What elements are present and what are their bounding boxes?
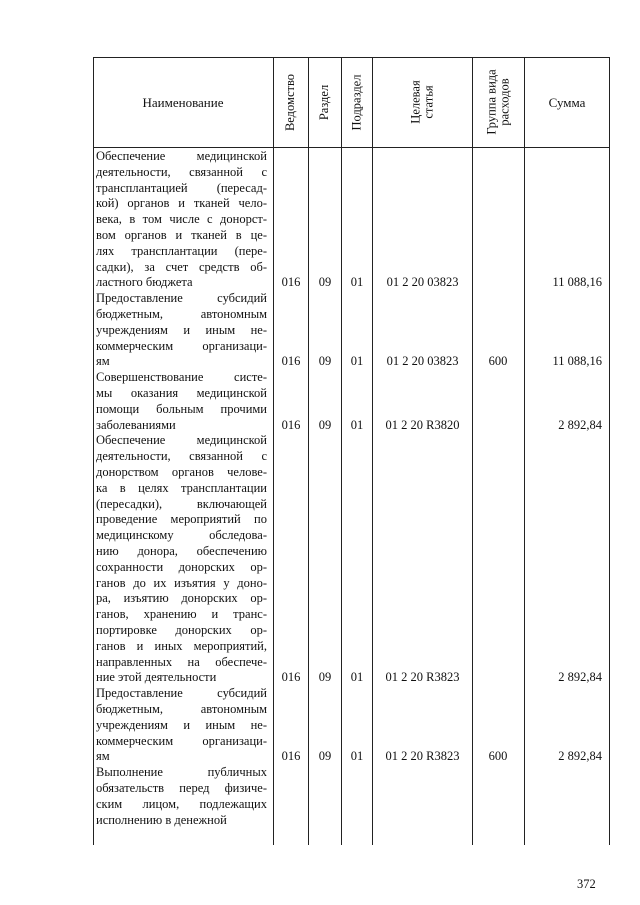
- col-border-ved: [308, 57, 309, 845]
- row-name-line: Предоставление субсидий: [96, 686, 267, 701]
- row-celevaya: 01 2 20 R3820: [385, 417, 460, 432]
- row-razdel: 09: [318, 417, 332, 432]
- row-name-line: донорством органов челове-: [96, 464, 267, 479]
- row-name-line: ганов до их изъятия у доно-: [96, 575, 267, 590]
- row-name-line: учреждениям и иным не-: [96, 717, 267, 732]
- row-name-line: портировке донорских ор-: [96, 622, 267, 637]
- row-summa: 11 088,16: [552, 354, 602, 369]
- row-name-line: ским лицом, подлежащих: [96, 796, 267, 811]
- col-border-grp: [524, 57, 525, 845]
- row-summa: 2 892,84: [558, 749, 602, 764]
- row-vedomstvo: 016: [281, 275, 301, 290]
- row-name-line: (пересадки), включающей: [96, 496, 267, 511]
- row-name-line: мы оказания медицинской: [96, 385, 267, 400]
- row-name-line: Обеспечение медицинской: [96, 149, 267, 163]
- row-vedomstvo: 016: [281, 749, 301, 764]
- row-razdel: 09: [318, 749, 332, 764]
- row-name: [96, 149, 267, 291]
- header-gruppa: [473, 57, 524, 147]
- row-celevaya: 01 2 20 03823: [386, 275, 459, 290]
- row-summa: 2 892,84: [558, 670, 602, 685]
- row-podrazdel: 01: [350, 417, 364, 432]
- row-name-line: деятельности, связанной с: [96, 449, 267, 464]
- row-name-line: коммерческим организаци-: [96, 733, 267, 748]
- row-razdel: 09: [318, 275, 332, 290]
- header-vedomstvo: Ведомство: [283, 73, 298, 131]
- row-name-line: деятельности, связанной с: [96, 164, 267, 179]
- header-summa: Сумма: [548, 94, 586, 110]
- row-name: [96, 433, 267, 686]
- row-gruppa: 600: [488, 749, 508, 764]
- page-number: 372: [577, 877, 596, 891]
- col-border-cel: [472, 57, 473, 845]
- row-name-line: заболеваниями: [96, 417, 176, 432]
- header-name: Наименование: [142, 94, 224, 110]
- row-name: [96, 370, 267, 433]
- header-gruppa-text: Группа вида расходов: [484, 69, 512, 135]
- row-podrazdel: 01: [350, 354, 364, 369]
- row-name-line: исполнению в денежной: [96, 812, 227, 827]
- row-name-line: ям: [96, 354, 110, 369]
- col-border-left: [93, 57, 94, 845]
- row-podrazdel: 01: [350, 670, 364, 685]
- col-border-right: [609, 57, 610, 845]
- row-name-line: проведение мероприятий по: [96, 512, 267, 527]
- row-name-line: учреждениям и иным не-: [96, 322, 267, 337]
- header-celevaya-text: Целевая статья: [408, 80, 436, 124]
- row-celevaya: 01 2 20 R3823: [385, 749, 460, 764]
- row-name-line: века, в том числе с донорст-: [96, 212, 267, 227]
- col-border-pod: [372, 57, 373, 845]
- row-name: [96, 765, 267, 828]
- row-name-line: нию донора, обеспечению: [96, 543, 267, 558]
- row-gruppa: 600: [488, 354, 508, 369]
- row-name: [96, 686, 267, 765]
- row-name-line: трансплантацией (пересад-: [96, 180, 267, 195]
- row-name-line: направленных на обеспече-: [96, 654, 267, 669]
- row-name-line: ганов, хранению и транс-: [96, 607, 267, 622]
- row-summa: 11 088,16: [552, 275, 602, 290]
- row-name-line: ние этой деятельности: [96, 670, 217, 685]
- header-podrazdel: Подраздел: [349, 74, 364, 130]
- row-name-line: Совершенствование систе-: [96, 370, 267, 385]
- row-name-line: кой) органов и тканей чело-: [96, 196, 267, 211]
- row-podrazdel: 01: [350, 749, 364, 764]
- row-name-line: ям: [96, 749, 110, 764]
- row-razdel: 09: [318, 354, 332, 369]
- row-name-line: ка в целях трансплантации: [96, 480, 267, 495]
- row-vedomstvo: 016: [281, 417, 301, 432]
- row-name-line: обязательств перед физиче-: [96, 780, 267, 795]
- row-celevaya: 01 2 20 03823: [386, 354, 459, 369]
- row-name-line: медицинскому обследова-: [96, 528, 267, 543]
- header-celevaya: [373, 57, 472, 147]
- row-name-line: бюджетным, автономным: [96, 306, 267, 321]
- row-name-line: вом органов и тканей в це-: [96, 227, 267, 242]
- row-podrazdel: 01: [350, 275, 364, 290]
- row-name-line: коммерческим организаци-: [96, 338, 267, 353]
- row-name-line: ластного бюджета: [96, 275, 193, 290]
- header-razdel: Раздел: [317, 84, 332, 120]
- row-name-line: садки), за счет средств об-: [96, 259, 267, 274]
- row-name-line: ганов и иных мероприятий,: [96, 638, 267, 653]
- row-name-line: Выполнение публичных: [96, 765, 267, 780]
- col-border-raz: [341, 57, 342, 845]
- row-razdel: 09: [318, 670, 332, 685]
- row-name-line: помощи больным прочими: [96, 401, 267, 416]
- row-vedomstvo: 016: [281, 354, 301, 369]
- row-name-line: сохранности донорских ор-: [96, 559, 267, 574]
- row-name-line: бюджетным, автономным: [96, 701, 267, 716]
- row-summa: 2 892,84: [558, 417, 602, 432]
- row-name-line: Обеспечение медицинской: [96, 433, 267, 448]
- row-name-line: ра, изъятию донорских ор-: [96, 591, 267, 606]
- row-name-line: Предоставление субсидий: [96, 291, 267, 306]
- row-vedomstvo: 016: [281, 670, 301, 685]
- row-name-line: лях трансплантации (пере-: [96, 243, 267, 258]
- row-celevaya: 01 2 20 R3823: [385, 670, 460, 685]
- row-name: [96, 291, 267, 370]
- header-bottom-border: [93, 147, 609, 148]
- col-border-name: [273, 57, 274, 845]
